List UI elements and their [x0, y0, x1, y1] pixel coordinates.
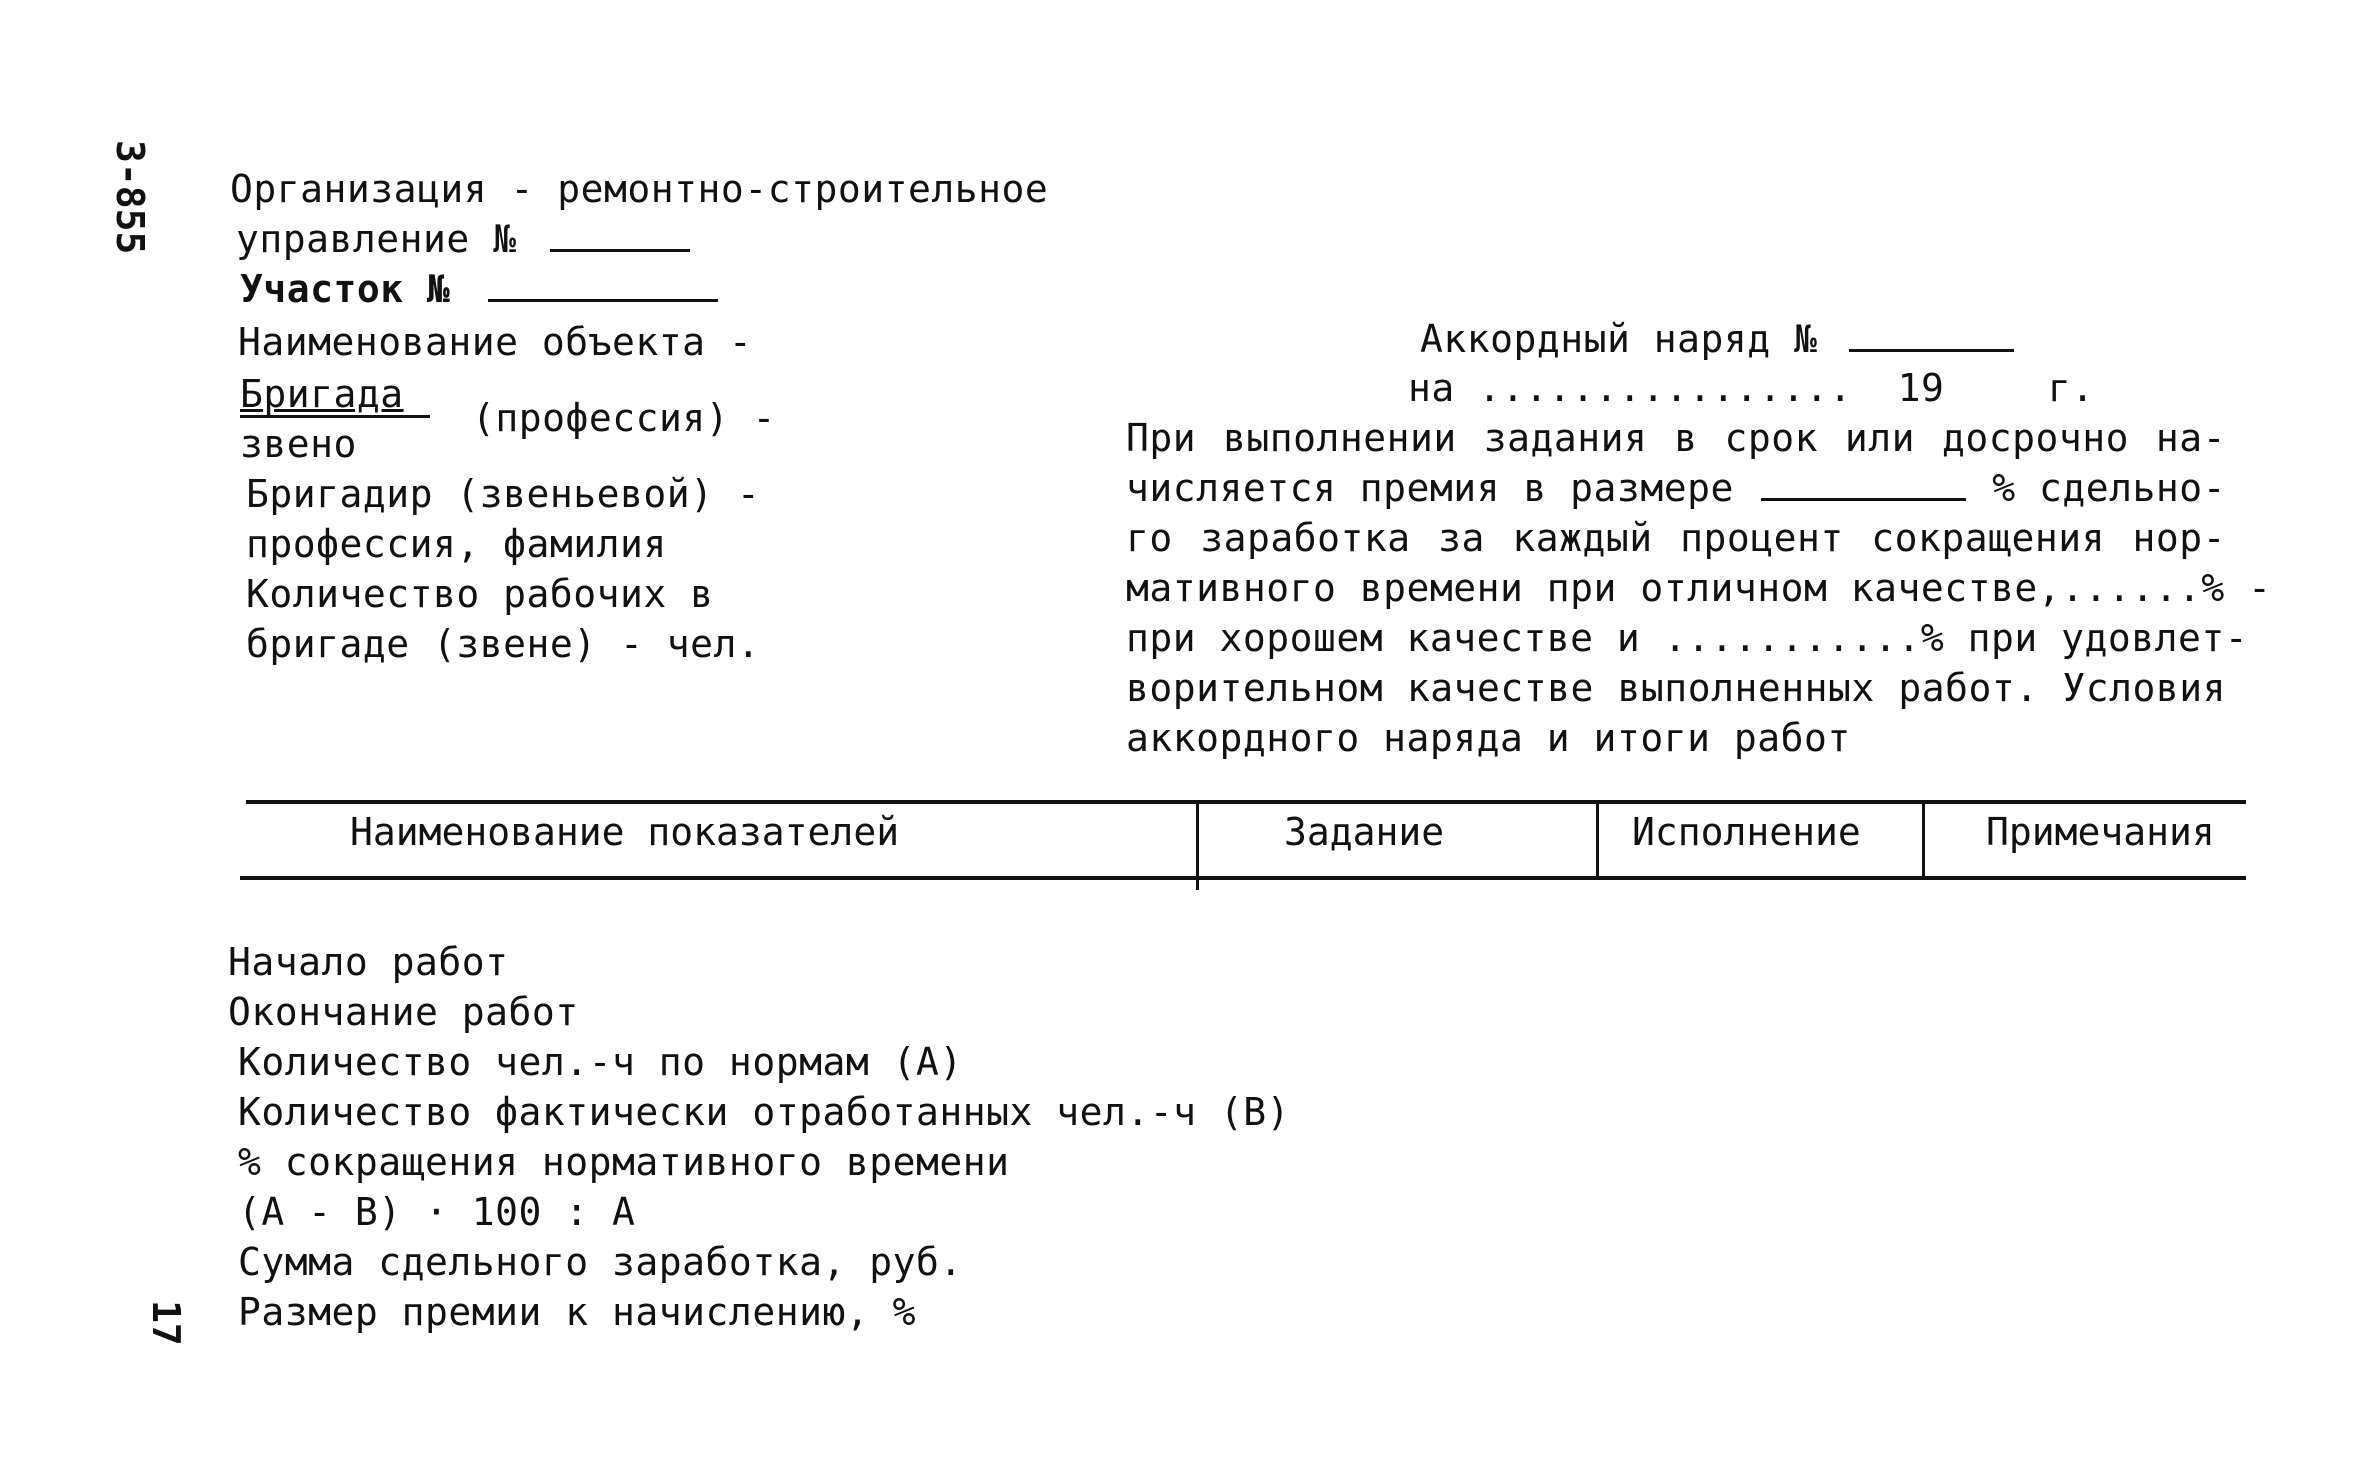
table-bottom-rule — [240, 876, 2246, 880]
table-top-rule — [246, 800, 2246, 804]
section-number-blank — [488, 269, 718, 302]
row-reduction-formula: (А - В) · 100 : А — [238, 1190, 636, 1234]
bonus-text-line-6: ворительном качестве выполненных работ. Условия — [1126, 666, 2226, 710]
table-divider-2 — [1596, 800, 1599, 880]
row-actual-hours: Количество фактически отработанных чел.-ч (В) — [238, 1090, 1291, 1134]
profession-label: (профессия) - — [472, 396, 776, 440]
object-name-label: Наименование объекта - — [238, 320, 753, 364]
brigade-label: Бригада — [240, 372, 404, 416]
row-piecework-sum: Сумма сдельного заработка, руб. — [238, 1240, 963, 1284]
org-line-2: управление № — [236, 215, 690, 263]
row-end-of-work: Окончание работ — [228, 990, 579, 1034]
bonus-text-line-2: числяется премия в размере % сдельно- — [1126, 466, 2226, 510]
row-time-reduction: % сокращения нормативного времени — [238, 1140, 1010, 1184]
bonus-text-line-4: мативного времени при отличном качестве,......% - — [1126, 566, 2272, 610]
bonus-text-line-5: при хорошем качестве и ...........% при удовлет- — [1126, 616, 2249, 660]
bonus-text-line-7: аккордного наряда и итоги работ — [1126, 716, 1851, 760]
bonus-text-line-1: При выполнении задания в срок или досрочно на- — [1126, 416, 2226, 460]
column-header-notes: Примечания — [1986, 810, 2215, 854]
order-number-blank — [1849, 319, 2014, 352]
brigade-divider — [240, 415, 430, 418]
document-code: 3-855 — [108, 140, 152, 255]
row-start-of-work: Начало работ — [228, 940, 509, 984]
workers-label: Количество рабочих в — [246, 572, 714, 616]
foreman-label: Бригадир (звеньевой) - — [246, 472, 761, 516]
workers-detail: бригаде (звене) - чел. — [246, 622, 761, 666]
org-line-1: Организация - ремонтно-строительное — [230, 167, 1049, 211]
column-header-task: Задание — [1284, 810, 1445, 854]
column-header-execution: Исполнение — [1632, 810, 1861, 854]
table-divider-1 — [1196, 800, 1199, 890]
column-header-indicators: Наименование показателей — [350, 810, 900, 854]
order-date: на ................ 19 г. — [1408, 366, 2095, 410]
foreman-detail: профессия, фамилия — [246, 522, 667, 566]
section-line: Участок № — [240, 265, 718, 313]
order-title: Аккордный наряд № — [1420, 315, 2014, 363]
org-number-blank — [550, 219, 690, 252]
table-divider-3 — [1922, 800, 1925, 880]
link-label: звено — [240, 422, 357, 466]
bonus-text-line-3: го заработка за каждый процент сокращения нор- — [1126, 516, 2226, 560]
bonus-percent-blank — [1761, 468, 1966, 501]
row-bonus-size: Размер премии к начислению, % — [238, 1290, 916, 1334]
row-norm-hours: Количество чел.-ч по нормам (А) — [238, 1040, 963, 1084]
page-number: 17 — [144, 1300, 188, 1346]
